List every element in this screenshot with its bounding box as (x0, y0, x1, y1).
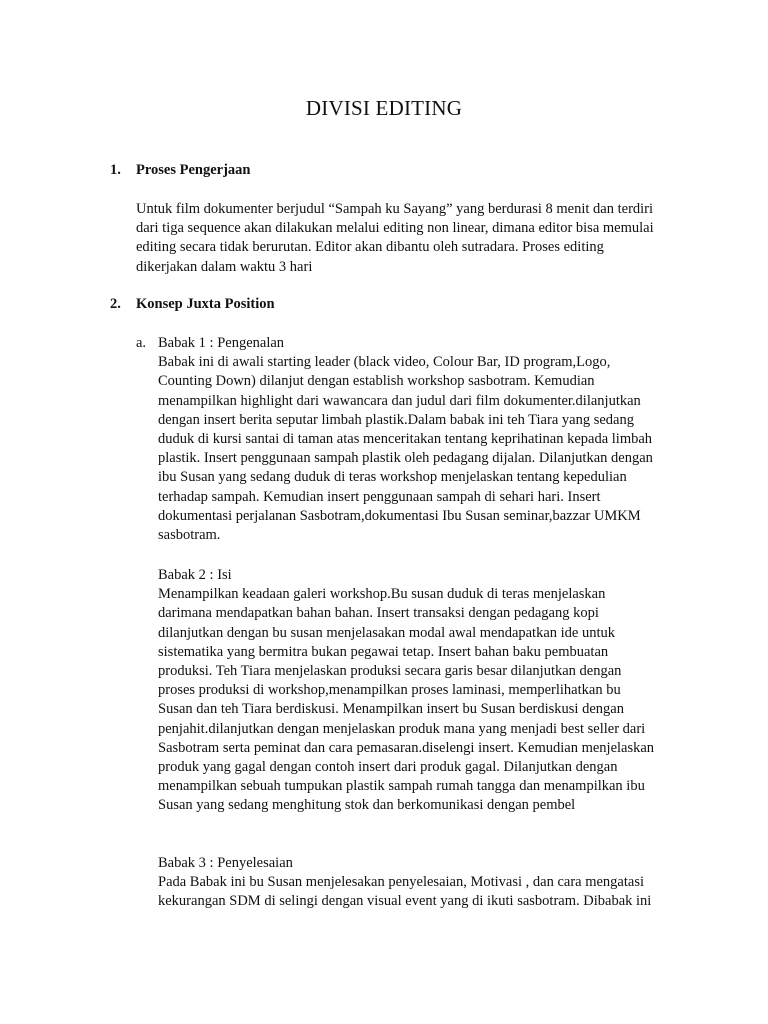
section-number: 2. (110, 296, 121, 312)
babak-heading: Babak 3 : Penyelesaian (158, 855, 293, 871)
paragraph-line: dikerjakan dalam waktu 3 hari (136, 258, 313, 275)
paragraph-line: Counting Down) dilanjut dengan establish workshop sasbotram. Kemudian (158, 373, 595, 390)
paragraph-line: kekurangan SDM di selingi dengan visual event yang di ikuti sasbotram. Dibabak ini (158, 893, 652, 910)
paragraph-line: Babak ini di awali starting leader (black video, Colour Bar, ID program,Logo, (158, 354, 611, 371)
paragraph-line: dokumentasi perjalanan Sasbotram,dokumentasi Ibu Susan seminar,bazzar UMKM (158, 507, 641, 524)
paragraph-line: Pada Babak ini bu Susan menjelesakan penyelesaian, Motivasi , dan cara mengatasi (158, 874, 645, 891)
paragraph-line: menampilkan highlight dari wawancara dan judul dari film dokumenter.dilanjutkan (158, 392, 641, 409)
paragraph-line: menampilkan sebuah tumpukan plastik sampah rumah tangga dan menampilkan ibu (158, 778, 645, 795)
paragraph-line: terhadap sampah. Kemudian insert penggunaan sampah di sehari hari. Insert (158, 488, 601, 505)
paragraph-line: Sasbotram serta peminat dan cara pemasaran.diselengi insert. Kemudian menjelaskan (158, 739, 655, 756)
babak-1-block (158, 334, 653, 545)
paragraph-line: plastik. Insert penggunaan sampah plastik oleh pedagang dijalan. Dilanjutkan dengan (158, 450, 653, 467)
babak-2-block (158, 566, 654, 816)
paragraph-line: darimana mendapatkan bahan bahan. Insert transaksi dengan pedagang kopi (158, 605, 599, 622)
paragraph-line: produksi. Teh Tiara menjelaskan produksi secara garis besar dilanjutkan dengan (158, 663, 622, 680)
paragraph-line: dilanjutkan dengan bu susan menjelasakan modal awal mendapatkan ide untuk (158, 624, 616, 641)
paragraph-line: duduk di kursi santai di taman atas menceritakan tentang keprihatinan kepada limbah (158, 431, 653, 448)
paragraph-line: Susan yang sedang menghitung stok dan berkomunikasi dengan pembel (158, 797, 576, 814)
document-title: DIVISI EDITING (305, 96, 463, 120)
paragraph-line: dari tiga sequence akan dilakukan melalui editing non linear, dimana editor bisa memulai (136, 220, 654, 237)
paragraph-line: penjahit.dilanjutkan dengan menjelaskan produk mana yang menjadi best seller dari (158, 720, 646, 737)
paragraph-line: sasbotram. (158, 527, 221, 544)
paragraph-line: Menampilkan keadaan galeri workshop.Bu susan duduk di teras menjelaskan (158, 586, 606, 603)
babak-3-block (158, 854, 651, 912)
paragraph-line: editing secara tidak berurutan. Editor akan dibantu oleh sutradara. Proses editing (136, 239, 604, 256)
paragraph-line: Susan dan teh Tiara berdiskusi. Menampilkan insert bu Susan berdiskusi dengan (158, 701, 624, 718)
paragraph-line: ibu Susan yang sedang duduk di teras workshop menjelaskan tentang kepedulian (158, 469, 627, 486)
section-paragraph (136, 200, 654, 277)
paragraph-line: sistematika yang bermitra bukan pegawai tetap. Insert bahan baku pembuatan (158, 643, 609, 660)
paragraph-line: dengan insert berita seputar limbah plastik.Dalam babak ini teh Tiara yang sedang (158, 411, 634, 428)
list-marker: a. (136, 335, 147, 351)
section-heading: Konsep Juxta Position (136, 296, 275, 312)
section-number: 1. (110, 162, 121, 178)
paragraph-line: Untuk film dokumenter berjudul “Sampah ku Sayang” yang berdurasi 8 menit dan terdiri (136, 201, 654, 217)
babak-heading: Babak 1 : Pengenalan (158, 335, 285, 351)
babak-heading: Babak 2 : Isi (158, 567, 232, 583)
section-heading: Proses Pengerjaan (136, 162, 251, 178)
paragraph-line: proses produksi di workshop,menampilkan proses laminasi, memperlihatkan bu (158, 682, 621, 699)
paragraph-line: produk yang gagal dengan contoh insert dari produk gagal. Dilanjutkan dengan (158, 759, 618, 776)
